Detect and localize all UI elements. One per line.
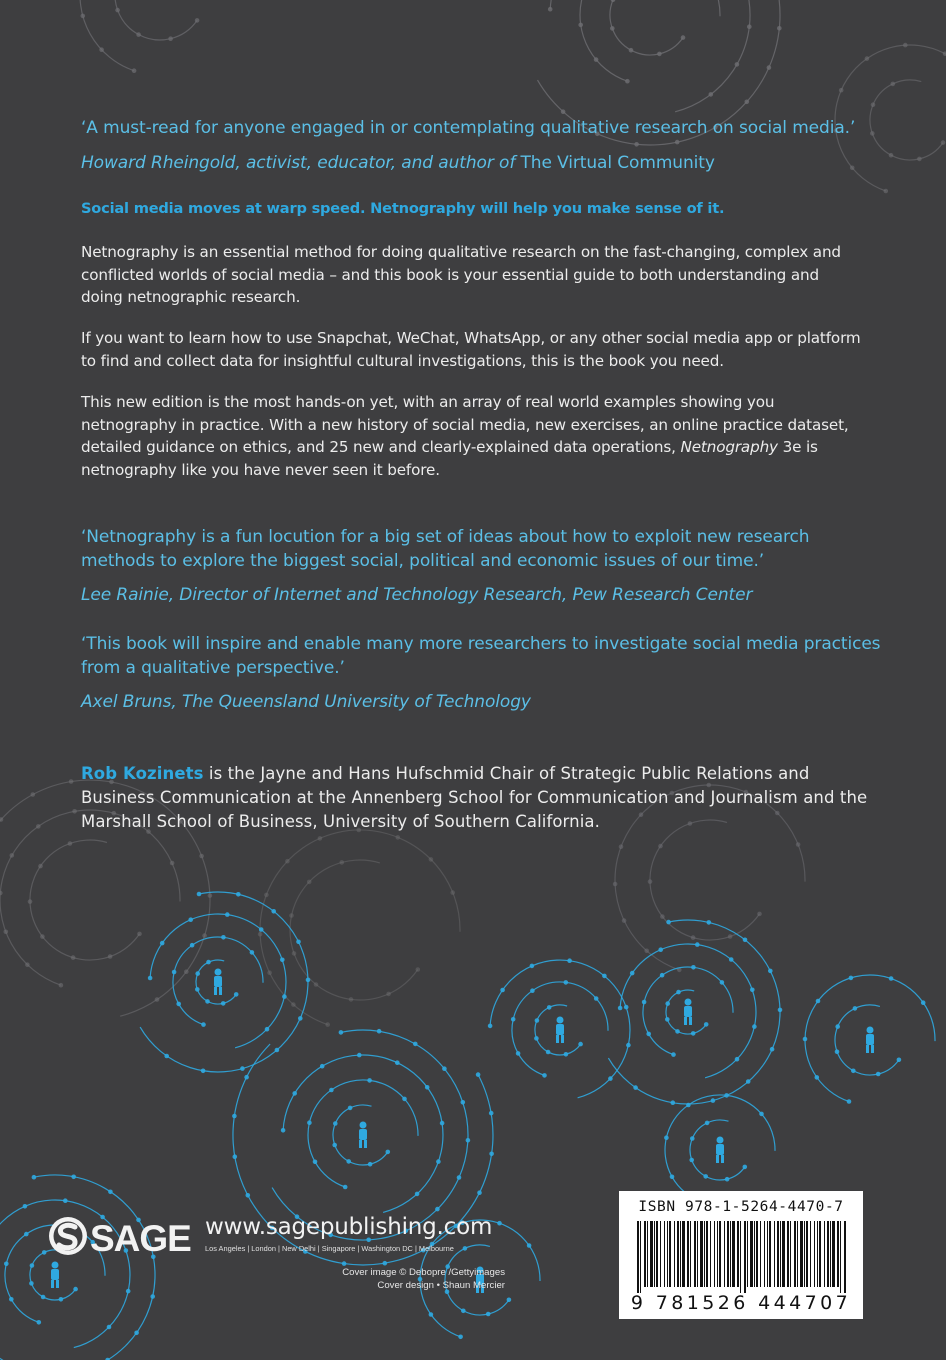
svg-text:SAGE: SAGE <box>90 1218 191 1259</box>
cover-design-credit: Cover design • Shaun Mercier <box>377 1280 505 1291</box>
description-paragraph-2: If you want to learn how to use Snapchat, WeChat, WhatsApp, or any other social media app or platform to find and collect data for insightful cultural investigations, this is the book you need. <box>81 329 861 370</box>
praise-attribution-rainie: Lee Rainie, Director of Internet and Technology Research, Pew Research Center <box>81 585 753 605</box>
isbn-number: ISBN 978-1-5264-4470-7 <box>638 1199 844 1215</box>
praise-quote-rainie: ‘Netnography is a fun locution for a big set of ideas about how to exploit new research methods to explore the biggest social, political and economic issues of our time.’ <box>81 527 810 571</box>
book-title-virtual-community: The Virtual Community <box>520 153 715 173</box>
barcode-digits: 9 781526 444707 <box>630 1292 852 1314</box>
lead-sentence: Social media moves at warp speed. Netnography will help you make sense of it. <box>81 200 725 217</box>
author-name: Rob Kozinets <box>81 764 204 783</box>
description-paragraph-3: This new edition is the most hands-on yet, with an array of real world examples showing you netnography in practice. With a new history of social media, new exercises, an online practice dataset, detailed guidance on ethics, and 25 new and clearly-explained data operations, Netnography 3e is netnography like you have never seen it before. <box>81 393 849 479</box>
sage-logo <box>47 1213 197 1259</box>
praise-attribution-bruns: Axel Bruns, The Queensland University of Technology <box>81 692 531 712</box>
publisher-cities: Los Angeles | London | New Delhi | Singapore | Washington DC | Melbourne <box>205 1244 454 1253</box>
cover-image-credit: Cover image © Debopre /Gettyimages <box>342 1267 505 1278</box>
description-paragraph-1: Netnography is an essential method for doing qualitative research on the fast-changing, complex and conflicted worlds of social media – and this book is your essential guide to both understanding and doing netnographic research. <box>81 243 841 306</box>
author-bio: Rob Kozinets is the Jayne and Hans Hufschmid Chair of Strategic Public Relations and Business Communication at the Annenberg School for Communication and Journalism and the Marshall School of Business, University of Southern California. <box>81 764 868 831</box>
praise-quote-rheingold: ‘A must-read for anyone engaged in or contemplating qualitative research on social media.’ <box>81 118 856 138</box>
book-title-netnography: Netnography <box>680 438 778 456</box>
praise-attribution-rheingold: Howard Rheingold, activist, educator, and author of The Virtual Community <box>81 153 715 173</box>
publisher-url[interactable]: www.sagepublishing.com <box>205 1214 493 1240</box>
cover-credits <box>300 1266 505 1292</box>
isbn-barcode <box>619 1191 863 1319</box>
praise-quote-bruns: ‘This book will inspire and enable many more researchers to investigate social media practices from a qualitative perspective.’ <box>81 634 881 678</box>
